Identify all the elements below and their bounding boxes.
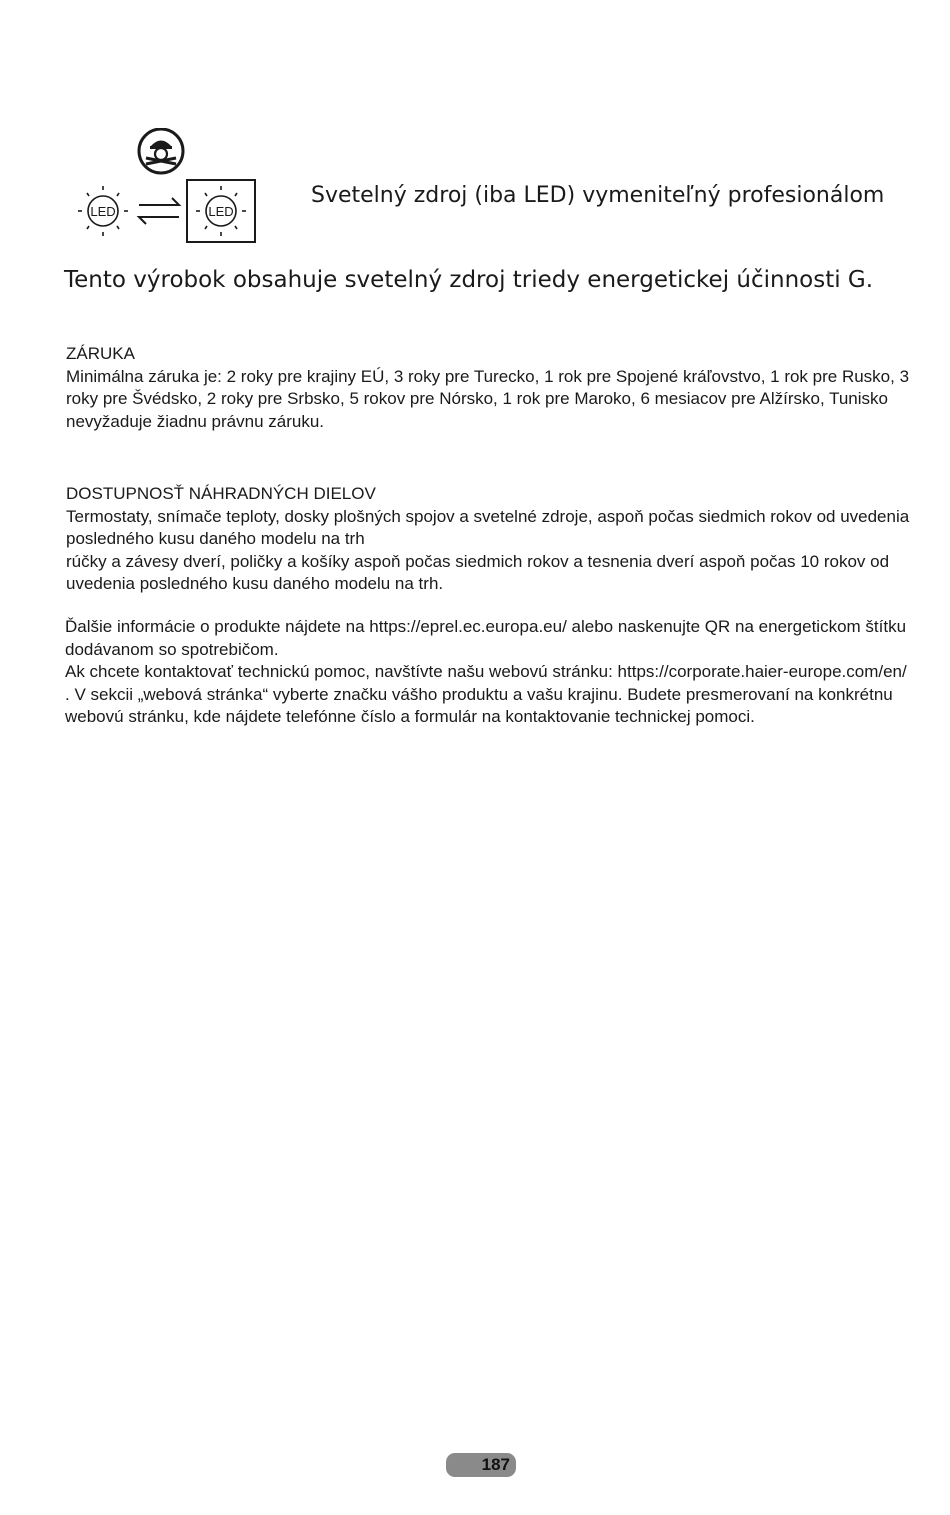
more-info-section	[65, 616, 913, 729]
led-notice-heading: Svetelný zdroj (iba LED) vymeniteľný profesionálom	[311, 183, 885, 208]
warranty-title: ZÁRUKA	[66, 344, 135, 363]
energy-class-statement: Tento výrobok obsahuje svetelný zdroj triedy energetickej účinnosti G.	[64, 267, 874, 293]
led-label: LED	[90, 204, 116, 219]
more-info-paragraph-2: Ak chcete kontaktovať technickú pomoc, navštívte našu webovú stránku: https://corporate.haier-europe.com/en/ . V sekcii „webová stránka“ vyberte značku vášho produktu a vašu krajinu. Budete presmerovaní na konkrétnu webovú stránku, kde nájdete telefónne číslo a formulár na kontaktovanie technickej pomoci.	[65, 662, 907, 727]
spare-parts-section	[66, 483, 914, 596]
led-light-icon	[78, 186, 128, 236]
technician-icon	[139, 129, 183, 173]
led-light-boxed-icon	[187, 180, 255, 242]
warranty-body: Minimálna záruka je: 2 roky pre krajiny EÚ, 3 roky pre Turecko, 1 rok pre Spojené kráľovstvo, 1 rok pre Rusko, 3 roky pre Švédsko, 2 roky pre Srbsko, 5 rokov pre Nórsko, 1 rok pre Maroko, 6 mesiacov pre Alžírsko, Tunisko nevyžaduje žiadnu právnu záruku.	[66, 366, 910, 431]
swap-arrows-icon	[139, 198, 179, 224]
more-info-paragraph-1: Ďalšie informácie o produkte nájdete na https://eprel.ec.europa.eu/ alebo naskenujte QR na energetickom štítku dodávanom so spotrebičom.	[65, 617, 907, 659]
spare-parts-paragraph-2: rúčky a závesy dverí, poličky a košíky aspoň počas siedmich rokov a tesnenia dverí aspoň počas 10 rokov od uvedenia posledného kusu daného modelu na trh.	[66, 551, 890, 594]
warranty-section	[66, 343, 914, 433]
page-number: 187	[446, 1453, 516, 1477]
spare-parts-paragraph-1: Termostaty, snímače teploty, dosky plošných spojov a svetelné zdroje, aspoň počas siedmich rokov od uvedenia posledného kusu daného modelu na trh	[66, 506, 910, 549]
led-label-boxed: LED	[208, 204, 234, 219]
led-replaceable-pictogram	[72, 128, 262, 248]
spare-parts-title: DOSTUPNOSŤ NÁHRADNÝCH DIELOV	[66, 484, 376, 503]
